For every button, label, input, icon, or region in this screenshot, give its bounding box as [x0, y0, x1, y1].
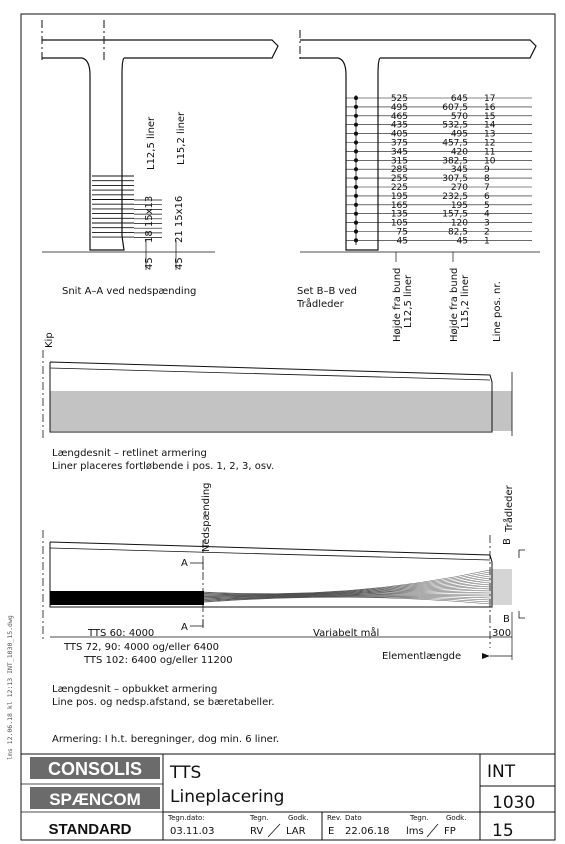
- bb-height-l152: 345: [450, 165, 468, 176]
- bb-line-pos: 9: [484, 165, 490, 176]
- val-tegn: RV: [250, 826, 264, 837]
- bb-strand-dot: [354, 149, 358, 153]
- dim-tts60: TTS 60: 4000: [88, 628, 155, 639]
- section-b-top: B: [502, 538, 513, 545]
- bb-line-pos: 15: [484, 111, 496, 122]
- bb-height-l125: 435: [390, 120, 408, 131]
- aa-count-l152: 21 15x16: [174, 195, 185, 243]
- lbl-godk: Godk.: [288, 814, 309, 822]
- aa-caption: Snit A–A ved nedspænding: [62, 286, 197, 297]
- bb-height-l125: 75: [396, 227, 408, 238]
- dim-elementlaengde: Elementlængde: [382, 651, 462, 662]
- long2-caption-2: Line pos. og nedsp.afstand, se bæretabeller.: [52, 697, 275, 708]
- sheet-frame: [21, 14, 555, 840]
- bb-line-pos: 12: [484, 138, 496, 149]
- bb-strand-dot: [354, 194, 358, 198]
- bb-height-l152: 382,5: [442, 156, 468, 167]
- kip-label: Kip: [44, 332, 55, 348]
- bb-line-pos: 11: [484, 147, 496, 158]
- section-aa: [42, 20, 278, 297]
- bb-height-l125: 135: [390, 209, 408, 220]
- bb-col1-line1: Højde fra bund: [392, 267, 403, 342]
- bb-strand-dot: [354, 132, 358, 136]
- bb-height-l125: 495: [390, 102, 408, 113]
- bb-height-l152: 532,5: [442, 120, 468, 131]
- drawing-number: 1030: [492, 793, 536, 813]
- lbl-dato: Dato: [345, 814, 362, 822]
- bb-height-l152: 607,5: [442, 102, 468, 113]
- bb-line-pos: 16: [484, 102, 496, 113]
- lbl-tegn: Tegn.: [250, 814, 269, 822]
- dim-tts102: TTS 102: 6400 og/eller 11200: [84, 655, 233, 666]
- long1-strand-lines: [50, 392, 512, 430]
- bb-height-l152: 232,5: [442, 191, 468, 202]
- bb-strand-dot: [354, 212, 358, 216]
- bb-line-pos: 3: [484, 218, 490, 229]
- bb-strand-dot: [354, 238, 358, 242]
- logo-standard: STANDARD: [48, 821, 132, 838]
- lbl-tegndato: Tegn.dato:: [168, 814, 205, 822]
- bb-strand-dot: [354, 123, 358, 127]
- long2-caption-1: Længdesnit – opbukket armering: [52, 684, 218, 695]
- section-a-top: A: [181, 558, 188, 569]
- bb-col2-line2: L15,2 liner: [460, 274, 471, 328]
- bb-height-l152: 82,5: [447, 227, 468, 238]
- aa-dim-2: 45: [174, 257, 185, 270]
- bb-height-l152: 570: [450, 111, 468, 122]
- section-bb: [296, 30, 540, 342]
- bb-strand-dot: [354, 203, 358, 207]
- bb-line-pos: 8: [484, 174, 490, 185]
- title-lineplacering: Lineplacering: [170, 787, 285, 807]
- aa-label-l152: L15,2 liner: [176, 111, 187, 165]
- val-dato: 22.06.18: [345, 826, 390, 837]
- bb-height-l152: 157,5: [442, 209, 468, 220]
- long2-strand-line: [204, 574, 490, 594]
- bb-caption-2: Trådleder: [297, 299, 344, 310]
- bb-strand-dot: [354, 221, 358, 225]
- val-tegndato: 03.11.03: [170, 826, 215, 837]
- bb-height-l152: 495: [450, 129, 468, 140]
- bb-height-l152: 420: [450, 147, 468, 158]
- bb-line-pos: 14: [484, 120, 496, 131]
- traadleder-label: Trådleder: [504, 485, 515, 532]
- bb-height-l125: 375: [390, 138, 408, 149]
- dim-tts7290: TTS 72, 90: 4000 og/eller 6400: [64, 642, 219, 653]
- bb-height-l152: 307,5: [442, 174, 468, 185]
- bb-strand-dot: [354, 140, 358, 144]
- bb-line-pos: 2: [484, 227, 490, 238]
- bb-strand-dot: [354, 185, 358, 189]
- val-godk: LAR: [286, 826, 306, 837]
- long2-strand-fan: [204, 570, 512, 604]
- bb-height-l125: 225: [390, 183, 408, 193]
- bb-height-l125: 105: [390, 218, 408, 229]
- bb-height-l125: 165: [390, 200, 408, 211]
- bb-height-l152: 45: [456, 236, 468, 247]
- logo-consolis: CONSOLIS: [47, 759, 143, 779]
- lbl-godk2: Godk.: [446, 814, 467, 822]
- aa-label-l125: L12,5 liner: [146, 116, 157, 170]
- bb-height-l152: 270: [450, 183, 468, 193]
- long1-caption-1: Længdesnit – retlinet armering: [52, 448, 207, 459]
- bb-height-l125: 255: [390, 174, 408, 185]
- bb-strand-dot: [354, 114, 358, 118]
- bb-line-pos: 5: [484, 200, 490, 211]
- lbl-rev: Rev.: [327, 814, 342, 822]
- bb-height-l125: 45: [396, 236, 408, 247]
- val-tegn2: lms: [406, 826, 424, 837]
- dim-300: 300: [492, 628, 512, 639]
- armering-note: Armering: I h.t. beregninger, dog min. 6 liner.: [52, 734, 280, 745]
- side-note: lms 12.06.18 kl 12:13 INT_1030_15.dwg: [6, 615, 14, 760]
- logo-spaencom: SPÆNCOM: [49, 790, 141, 809]
- bb-height-l125: 285: [390, 165, 408, 176]
- bb-line-pos: 6: [484, 191, 490, 202]
- long-section-straight: [43, 332, 512, 472]
- bb-strand-dot: [354, 96, 358, 100]
- section-a-bottom: A: [181, 622, 188, 633]
- bb-line-pos: 7: [484, 183, 490, 193]
- bb-caption-1: Set B–B ved: [297, 286, 357, 297]
- bb-height-l125: 525: [390, 94, 408, 104]
- bb-height-l152: 195: [450, 200, 468, 211]
- code-int: INT: [487, 762, 516, 782]
- bb-height-l125: 315: [390, 156, 408, 167]
- long1-caption-2: Liner placeres fortløbende i pos. 1, 2, 3, osv.: [52, 461, 275, 472]
- lbl-tegn2: Tegn.: [410, 814, 429, 822]
- bb-strand-dot: [354, 167, 358, 171]
- bb-strand-dot: [354, 105, 358, 109]
- bb-height-table: [346, 94, 532, 246]
- title-tts: TTS: [170, 763, 202, 783]
- aa-dim-1: 45: [144, 257, 155, 270]
- bb-line-pos: 10: [484, 156, 496, 167]
- bb-line-pos: 17: [484, 94, 496, 104]
- bb-height-l125: 405: [390, 129, 408, 140]
- bb-strand-dot: [354, 176, 358, 180]
- val-godk2: FP: [444, 826, 456, 837]
- title-block: [21, 754, 555, 841]
- dim-variabelt: Variabelt mål: [313, 628, 380, 639]
- bb-height-l152: 457,5: [442, 138, 468, 149]
- bb-height-l125: 465: [390, 111, 408, 122]
- bb-col2-line1: Højde fra bund: [449, 267, 460, 342]
- bb-strand-dot: [354, 158, 358, 162]
- nedspaending-label: Nedspænding: [201, 482, 212, 552]
- val-rev: E: [328, 826, 335, 837]
- bb-height-l152: 120: [450, 218, 468, 229]
- long2-strand-line: [204, 576, 490, 595]
- bb-line-pos: 1: [484, 236, 490, 247]
- bb-height-l152: 645: [450, 94, 468, 104]
- bb-strand-dot: [354, 229, 358, 233]
- bb-height-l125: 195: [390, 191, 408, 202]
- sheet-number: 15: [492, 821, 514, 841]
- bb-col3: Line pos. nr.: [492, 281, 503, 342]
- bb-height-l125: 345: [390, 147, 408, 158]
- bb-col1-line2: L12,5 liner: [403, 274, 414, 328]
- aa-count-l125: 18 15x13: [144, 195, 155, 243]
- bb-line-pos: 13: [484, 129, 496, 140]
- section-b-bottom: B: [503, 614, 510, 625]
- bb-line-pos: 4: [484, 209, 490, 220]
- long-section-bent: [43, 482, 525, 708]
